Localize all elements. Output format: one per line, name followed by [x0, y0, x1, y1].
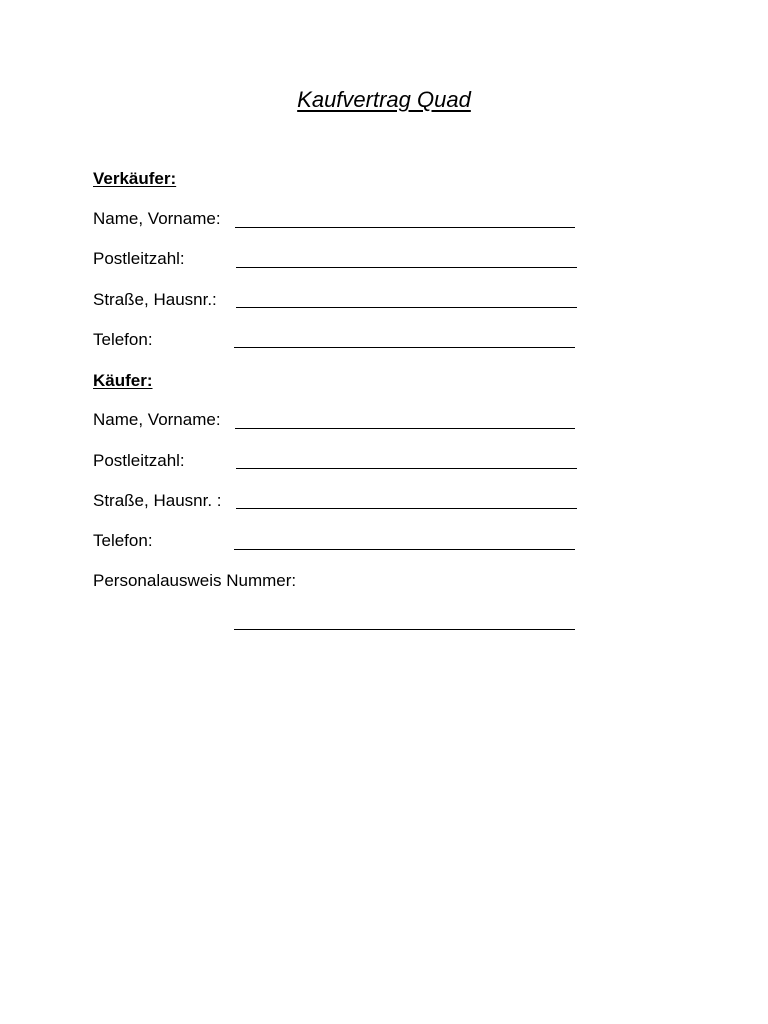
buyer-street-field-line[interactable] — [236, 508, 577, 509]
seller-street-field-line[interactable] — [236, 307, 577, 308]
buyer-phone-label: Telefon: — [93, 531, 153, 550]
buyer-phone-field-line[interactable] — [234, 549, 575, 550]
seller-postcode-label: Postleitzahl: — [93, 249, 185, 268]
buyer-id-number-field-line[interactable] — [234, 629, 575, 630]
seller-phone-field-line[interactable] — [234, 347, 575, 348]
seller-postcode-field-line[interactable] — [236, 267, 577, 268]
buyer-name-field-line[interactable] — [235, 428, 575, 429]
seller-phone-label: Telefon: — [93, 330, 153, 349]
buyer-postcode-label: Postleitzahl: — [93, 451, 185, 470]
seller-street-label: Straße, Hausnr.: — [93, 290, 217, 309]
seller-name-label: Name, Vorname: — [93, 209, 221, 228]
seller-heading: Verkäufer: — [93, 169, 177, 188]
seller-name-field-line[interactable] — [235, 227, 575, 228]
buyer-id-number-label: Personalausweis Nummer: — [93, 571, 297, 590]
document-title: Kaufvertrag Quad — [297, 87, 471, 112]
buyer-street-label: Straße, Hausnr. : — [93, 491, 222, 510]
buyer-heading: Käufer: — [93, 371, 153, 390]
buyer-name-label: Name, Vorname: — [93, 410, 221, 429]
buyer-postcode-field-line[interactable] — [236, 468, 577, 469]
